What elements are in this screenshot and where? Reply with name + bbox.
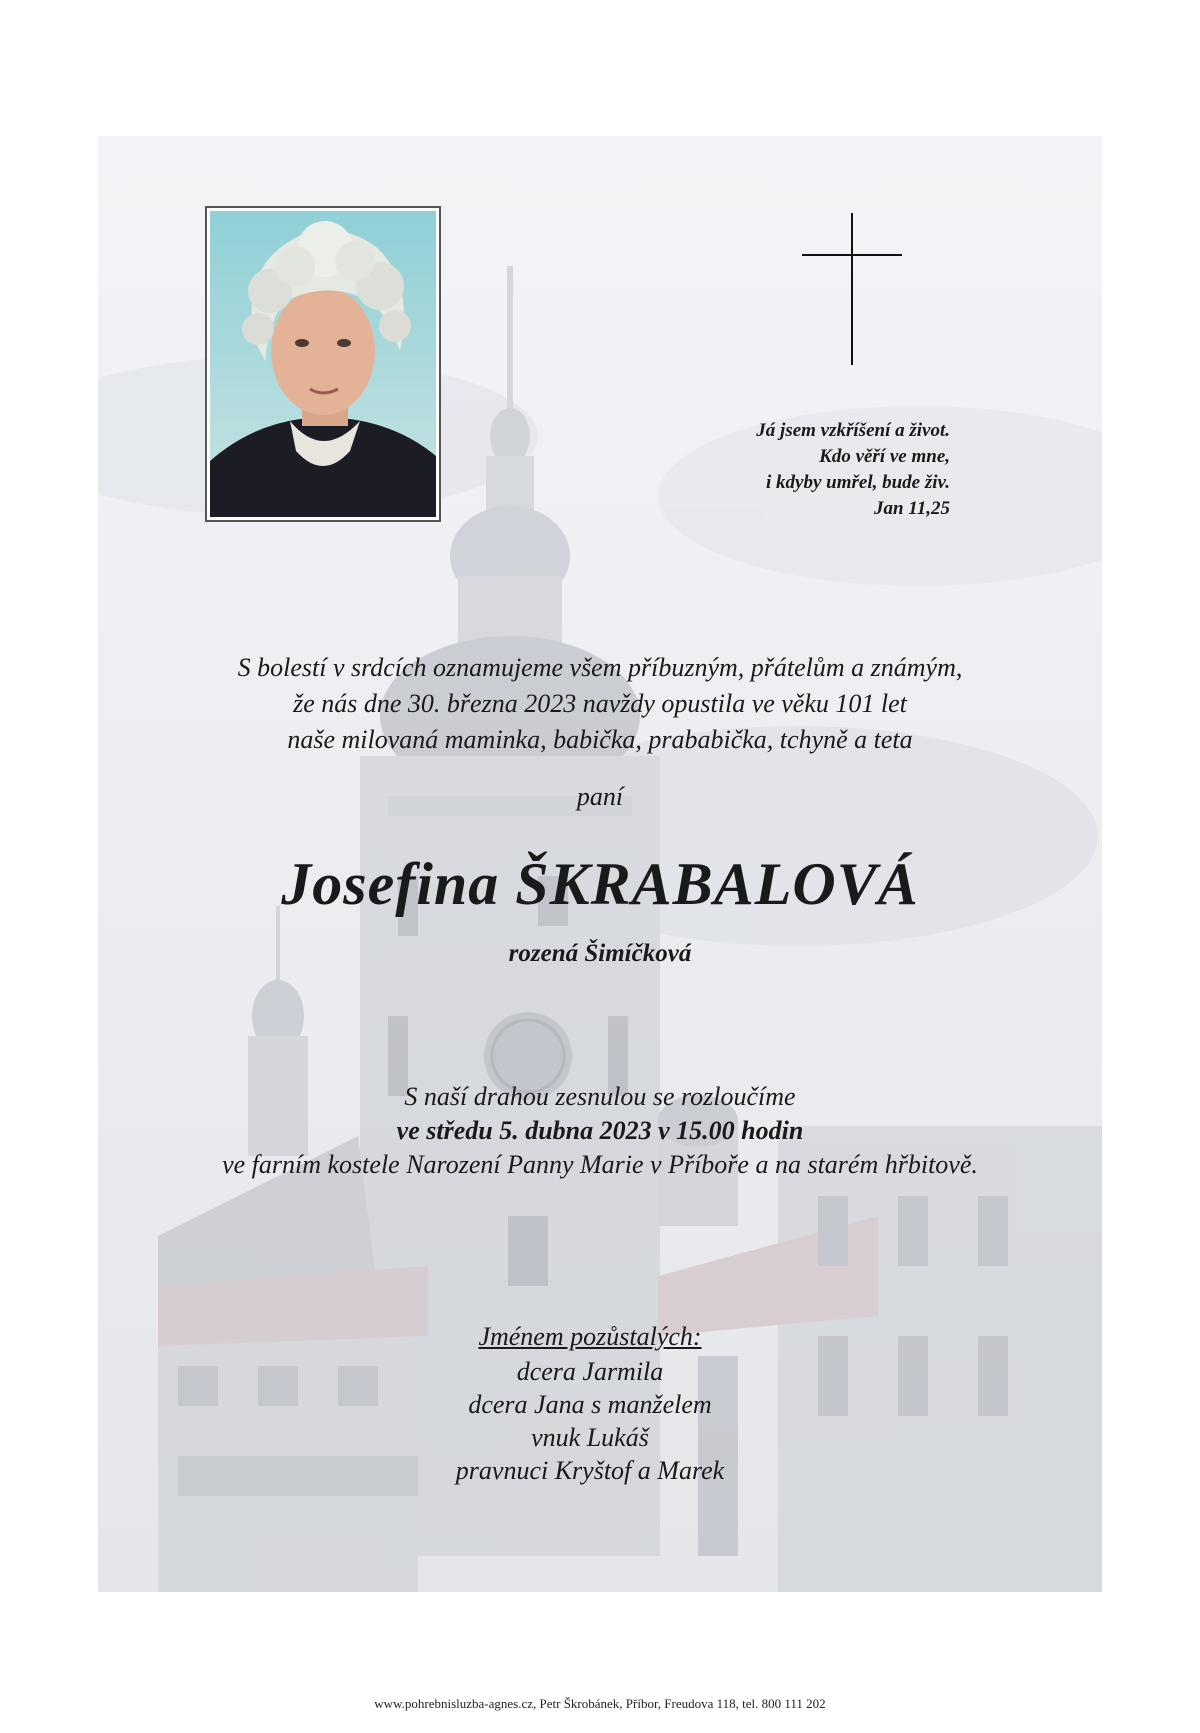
farewell-text bbox=[100, 1080, 1100, 1182]
announcement-line: naše milovaná maminka, babička, prababička, tchyně a teta bbox=[287, 725, 913, 754]
survivor-name: pravnuci Kryštof a Marek bbox=[455, 1456, 725, 1485]
announcement-line: S bolestí v srdcích oznamujeme všem příbuzným, přátelům a známým, bbox=[237, 653, 963, 682]
survivor-name: dcera Jana s manželem bbox=[468, 1390, 712, 1419]
verse-line: Kdo věří ve mne, bbox=[819, 446, 950, 467]
announcement-text bbox=[120, 650, 1080, 758]
maiden-name: rozená Šimíčková bbox=[508, 940, 692, 967]
honorific: paní bbox=[576, 782, 624, 811]
survivor-name: dcera Jarmila bbox=[516, 1357, 664, 1386]
survivor-name: vnuk Lukáš bbox=[531, 1423, 649, 1452]
survivors-heading: Jménem pozůstalých: bbox=[478, 1322, 702, 1351]
farewell-date: ve středu 5. dubna 2023 v 15.00 hodin bbox=[396, 1116, 804, 1145]
bible-verse bbox=[690, 418, 950, 522]
announcement-line: že nás dne 30. března 2023 navždy opustila ve věku 101 let bbox=[293, 689, 907, 718]
verse-reference: Jan 11,25 bbox=[873, 498, 950, 519]
deceased-name: Josefina ŠKRABALOVÁ bbox=[281, 851, 919, 917]
survivors-block bbox=[300, 1320, 880, 1487]
verse-line: Já jsem vzkříšení a život. bbox=[756, 420, 950, 441]
verse-line: i kdyby umřel, bude živ. bbox=[766, 472, 950, 493]
cross-icon bbox=[802, 213, 902, 365]
farewell-place: ve farním kostele Narození Panny Marie v Příboře a na starém hřbitově. bbox=[222, 1150, 978, 1179]
portrait-photo bbox=[205, 206, 441, 522]
footer-contact: www.pohrebnisluzba-agnes.cz, Petr Škrobánek, Příbor, Freudova 118, tel. 800 111 202 bbox=[374, 1696, 826, 1711]
farewell-line: S naší drahou zesnulou se rozloučíme bbox=[404, 1082, 796, 1111]
